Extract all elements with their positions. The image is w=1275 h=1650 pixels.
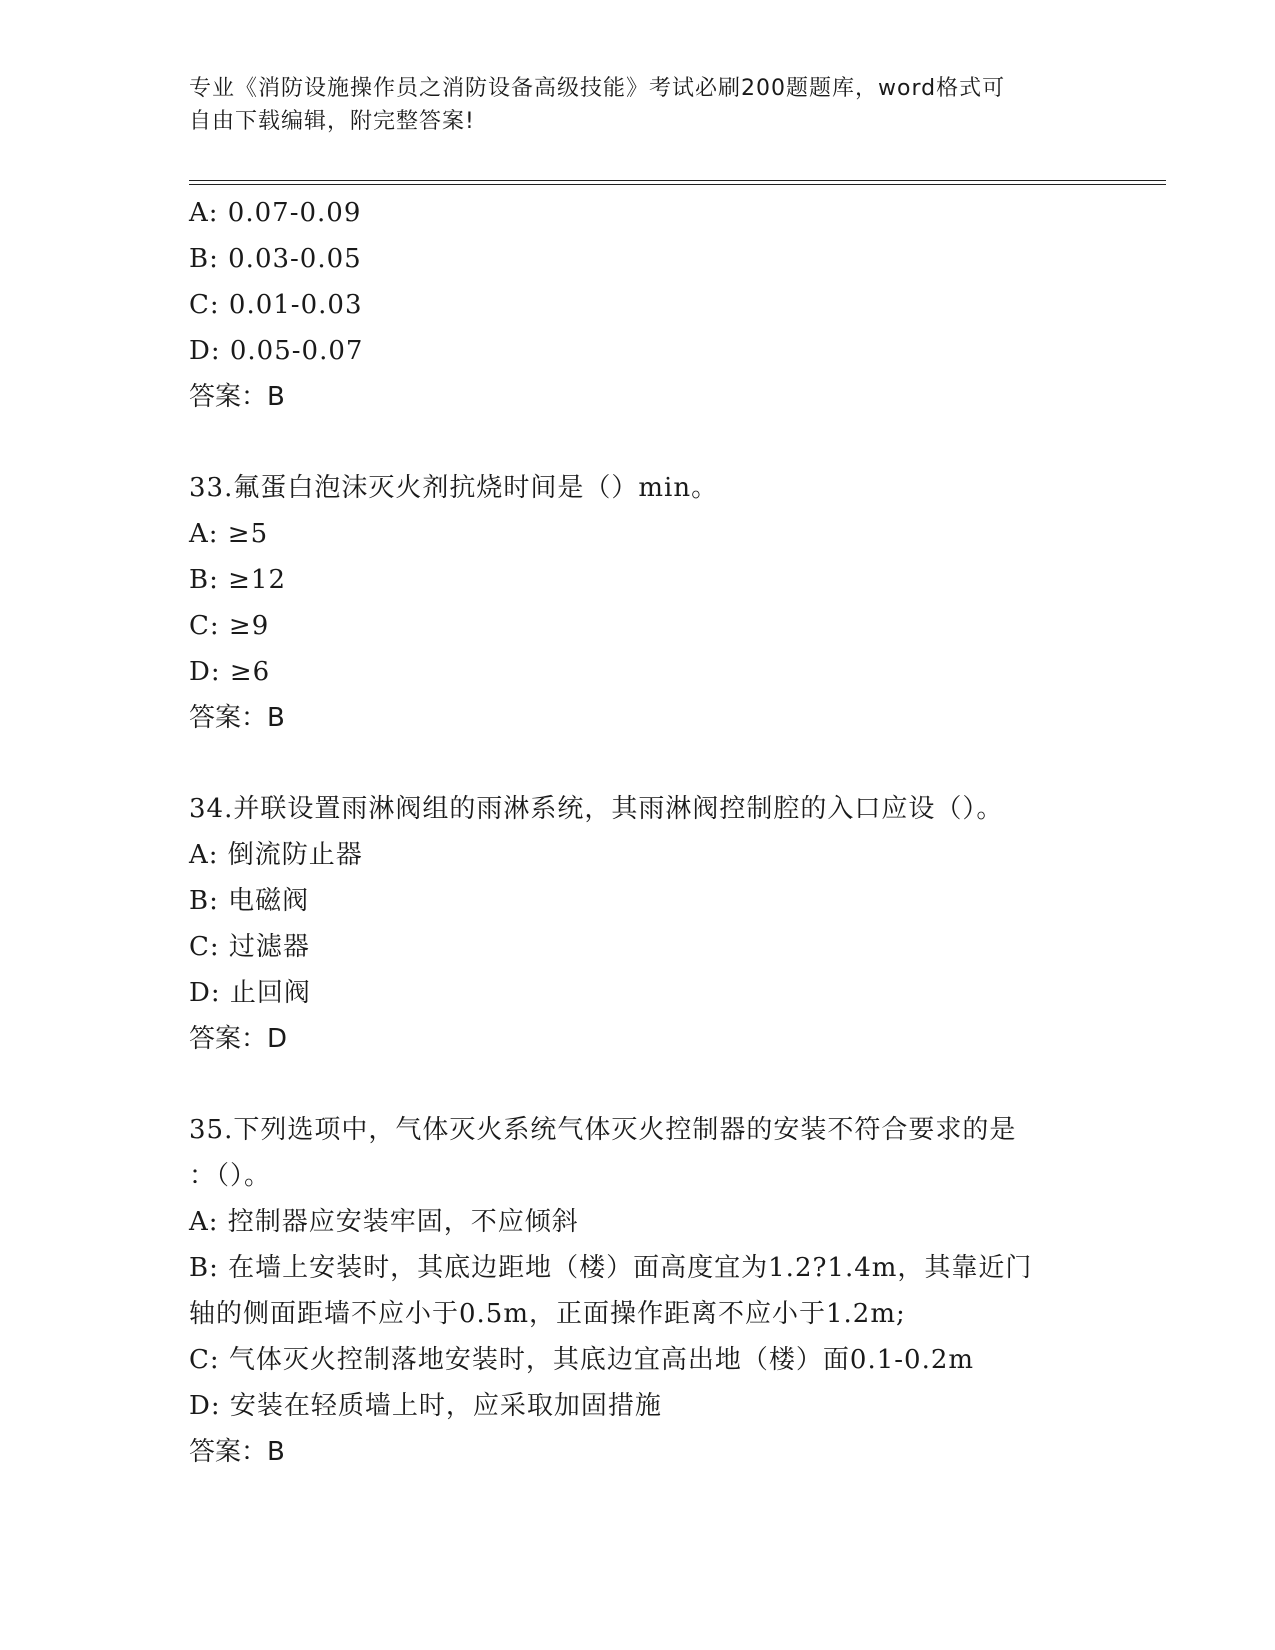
answer-line: 答案：B bbox=[189, 1437, 285, 1467]
option-a: A: 倒流防止器 bbox=[189, 840, 363, 870]
question-block-34 bbox=[189, 786, 1089, 1062]
option-c: C: ≥9 bbox=[189, 611, 270, 641]
option-c: C: 0.01-0.03 bbox=[189, 290, 363, 320]
option-d: D: ≥6 bbox=[189, 657, 271, 687]
option-c: C: 过滤器 bbox=[189, 932, 310, 962]
option-a: A: 0.07-0.09 bbox=[189, 198, 362, 228]
question-text-line-2: ：（）。 bbox=[189, 1161, 272, 1191]
spacer bbox=[189, 420, 1089, 465]
spacer bbox=[189, 741, 1089, 786]
document-header bbox=[189, 72, 1089, 138]
option-d: D: 安装在轻质墙上时，应采取加固措施 bbox=[189, 1391, 662, 1421]
option-a: A: ≥5 bbox=[189, 519, 269, 549]
option-a: A: 控制器应安装牢固，不应倾斜 bbox=[189, 1207, 579, 1237]
header-divider-top bbox=[189, 180, 1166, 181]
option-b-line-1: B: 在墙上安装时，其底边距地（楼）面高度宜为1.2?1.4m，其靠近门 bbox=[189, 1253, 1033, 1283]
option-b: B: 电磁阀 bbox=[189, 886, 310, 916]
option-d: D: 止回阀 bbox=[189, 978, 311, 1008]
option-b: B: 0.03-0.05 bbox=[189, 244, 362, 274]
question-text: 33.氟蛋白泡沫灭火剂抗烧时间是（）min。 bbox=[189, 473, 719, 503]
header-line-2: 自由下载编辑，附完整答案! bbox=[189, 109, 475, 134]
spacer bbox=[189, 1062, 1089, 1107]
option-c: C: 气体灭火控制落地安装时，其底边宜高出地（楼）面0.1-0.2m bbox=[189, 1345, 975, 1375]
header-divider-bottom bbox=[189, 184, 1166, 185]
option-b-line-2: 轴的侧面距墙不应小于0.5m，正面操作距离不应小于1.2m; bbox=[189, 1299, 906, 1329]
question-block-35 bbox=[189, 1107, 1089, 1475]
question-list bbox=[189, 190, 1089, 1475]
answer-line: 答案：B bbox=[189, 382, 285, 412]
question-text: 34.并联设置雨淋阀组的雨淋系统，其雨淋阀控制腔的入口应设（）。 bbox=[189, 794, 1004, 824]
option-b: B: ≥12 bbox=[189, 565, 286, 595]
question-text-line-1: 35.下列选项中，气体灭火系统气体灭火控制器的安装不符合要求的是 bbox=[189, 1115, 1017, 1145]
option-d: D: 0.05-0.07 bbox=[189, 336, 364, 366]
question-block-33 bbox=[189, 465, 1089, 741]
question-block-32 bbox=[189, 190, 1089, 420]
answer-line: 答案：D bbox=[189, 1024, 288, 1054]
header-line-1: 专业《消防设施操作员之消防设备高级技能》考试必刷200题题库，word格式可 bbox=[189, 76, 1006, 101]
answer-line: 答案：B bbox=[189, 703, 285, 733]
